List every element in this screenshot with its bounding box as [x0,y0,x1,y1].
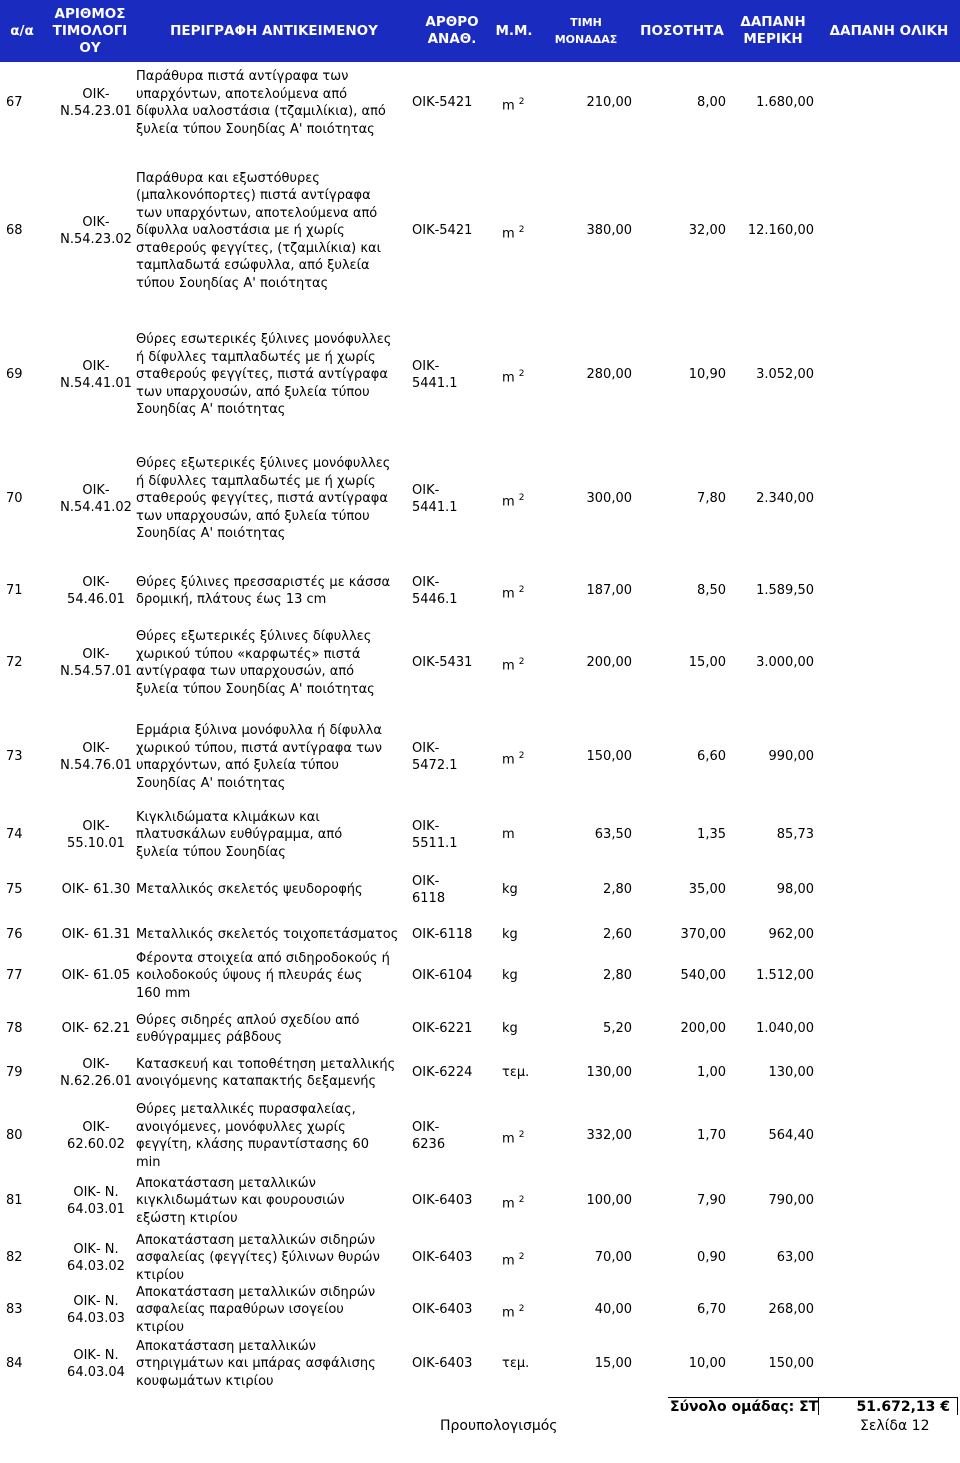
partial-cost: 3.000,00 [756,655,814,671]
header-unit: Μ.Μ. [495,22,533,39]
description: Φέροντα στοιχεία από σιδηροδοκούς ή κοιλοδοκούς ύψους ή πλευράς έως 160 mm [136,950,390,1001]
unit-price: 6,70 [697,1302,726,1318]
partial-cost: 98,00 [776,882,814,898]
description: Θύρες εξωτερικές ξύλινες δίφυλλες χωρικού τύπου «καρφωτές» πιστά αντίγραφα των υπαρχουσών, από ξυλεία τύπου Σουηδίας Α' ποιότητας [136,629,375,697]
article-code: ΟΙΚ-6104 [412,968,473,984]
row-number: 83 [6,1302,23,1318]
price-code: ΟΙΚ- 54.46.01 [67,574,125,607]
price-code: ΟΙΚ- Ν.62.26.01 [60,1056,132,1089]
quantity: 300,00 [586,491,632,507]
quantity: 380,00 [586,223,632,239]
quantity: 332,00 [586,1128,632,1144]
table-row [0,805,960,865]
unit-price: 540,00 [680,968,726,984]
total-divider [818,1397,819,1415]
unit-price: 1,70 [697,1128,726,1144]
row-number: 68 [6,223,23,239]
table-row [0,1232,960,1284]
unit-price: 370,00 [680,927,726,943]
unit: m $^2$ [502,1304,525,1321]
description: Μεταλλικός σκελετός τοιχοπετάσματος [136,927,399,943]
table-row [0,1010,960,1048]
unit: m $^2$ [502,369,525,386]
unit-exponent: 2 [518,1130,525,1141]
header-article: ΑΡΘΡΟ ΑΝΑΘ. [425,14,479,47]
unit-price: 10,90 [688,367,726,383]
unit-exponent: 2 [518,369,525,380]
unit: m $^2$ [502,225,525,242]
unit: τεμ. [502,1065,530,1081]
unit-price: 0,90 [697,1250,726,1266]
price-code: ΟΙΚ- Ν.54.57.01 [60,646,132,679]
unit-price: 35,00 [688,882,726,898]
header-unit-price: ΤΙΜΗ ΜΟΝΑΔΑΣ [554,16,618,46]
unit-exponent: 2 [518,657,525,668]
partial-cost: 12.160,00 [747,223,814,239]
unit-price: 15,00 [688,655,726,671]
unit: m $^2$ [502,1130,525,1147]
quantity: 200,00 [586,655,632,671]
quantity: 150,00 [586,749,632,765]
table-row [0,440,960,558]
table-row [0,948,960,1004]
article-code: ΟΙΚ- 6118 [412,873,446,906]
unit-exponent: 2 [518,751,525,762]
row-number: 79 [6,1065,23,1081]
row-number: 80 [6,1128,23,1144]
description: Αποκατάσταση μεταλλικών σιδηρών ασφαλείας παραθύρων ισογείου κτιρίου [136,1284,376,1335]
header-total-cost: ΔΑΠΑΝΗ ΟΛΙΚΗ [829,22,949,39]
quantity: 187,00 [586,583,632,599]
table-row [0,1284,960,1336]
description: Θύρες σιδηρές απλού σχεδίου από ευθύγραμμες ράβδους [136,1012,360,1045]
unit-exponent: 2 [518,225,525,236]
table-row [0,62,960,144]
unit: m $^2$ [502,657,525,674]
price-code: ΟΙΚ- 61.31 [61,927,131,943]
article-code: ΟΙΚ- 5441.1 [412,358,458,391]
header-description: ΠΕΡΙΓΡΑΦΗ ΑΝΤΙΚΕΙΜΕΝΟΥ [170,22,378,39]
article-code: ΟΙΚ-6118 [412,927,473,943]
article-code: ΟΙΚ-5431 [412,655,473,671]
description: Θύρες εξωτερικές ξύλινες μονόφυλλες ή δίφυλλες ταμπλαδωτές με ή χωρίς σταθερούς φεγγίτες, πιστά αντίγραφα των υπαρχουσών, από ξυλεία τύπου Σουηδίας Α' ποιότητας [136,456,391,542]
table-row [0,715,960,799]
header-quantity: ΠΟΣΟΤΗΤΑ [640,22,724,39]
table-row [0,1338,960,1390]
unit-price: 200,00 [680,1021,726,1037]
unit: m $^2$ [502,751,525,768]
unit-price: 7,80 [697,491,726,507]
table-row [0,1100,960,1172]
unit-price: 7,90 [697,1193,726,1209]
row-number: 67 [6,95,23,111]
price-code: ΟΙΚ- 62.21 [61,1021,131,1037]
quantity: 70,00 [594,1250,632,1266]
quantity: 280,00 [586,367,632,383]
article-code: ΟΙΚ- 5472.1 [412,740,458,773]
quantity: 100,00 [586,1193,632,1209]
article-code: ΟΙΚ-6224 [412,1065,473,1081]
partial-cost: 150,00 [768,1356,814,1372]
unit-exponent: 2 [518,493,525,504]
article-code: ΟΙΚ-6403 [412,1250,473,1266]
table-row [0,568,960,614]
group-total-value: 51.672,13 € [856,1399,950,1415]
description: Θύρες εσωτερικές ξύλινες μονόφυλλες ή δίφυλλες ταμπλαδωτές με ή χωρίς σταθερούς φεγγίτες, πιστά αντίγραφα των υπαρχουσών, από ξυλεία τύπου Σουηδίας Α' ποιότητας [136,332,392,418]
row-number: 84 [6,1356,23,1372]
table-row [0,923,960,947]
unit-exponent: 2 [518,1195,525,1206]
price-code: ΟΙΚ- Ν.54.41.01 [60,358,132,391]
partial-cost: 962,00 [768,927,814,943]
table-row [0,870,960,910]
table-row [0,316,960,434]
quantity: 210,00 [586,95,632,111]
header-price-code: ΑΡΙΘΜΟΣ ΤΙΜΟΛΟΓΙ ΟΥ [52,5,128,56]
unit: m $^2$ [502,493,525,510]
header-aa: α/α [10,22,34,39]
unit: m $^2$ [502,1195,525,1212]
description: Μεταλλικός σκελετός ψευδοροφής [136,882,363,898]
unit-exponent: 2 [518,1252,525,1263]
table-header [0,0,960,62]
partial-cost: 2.340,00 [756,491,814,507]
description: Κιγκλιδώματα κλιμάκων και πλατυσκάλων ευθύγραμμα, από ξυλεία τύπου Σουηδίας [136,809,343,860]
quantity: 5,20 [603,1021,632,1037]
unit: τεμ. [502,1356,530,1372]
article-code: ΟΙΚ-6403 [412,1356,473,1372]
footer-page: Σελίδα 12 [860,1418,930,1434]
unit-price: 1,35 [697,827,726,843]
table-row [0,160,960,302]
unit-price: 8,50 [697,583,726,599]
total-divider-right [957,1397,958,1415]
unit-price: 1,00 [697,1065,726,1081]
unit-price: 6,60 [697,749,726,765]
partial-cost: 564,40 [768,1128,814,1144]
description: Παράθυρα και εξωστόθυρες (μπαλκονόπορτες) πιστά αντίγραφα των υπαρχόντων, αποτελούμενα από δίφυλλα υαλοστάσια με ή χωρίς σταθερούς φεγγίτες, (τζαμιλίκια) και ταμπλαδωτά εσώφυλλα, από ξυλεία τύπου Σουηδίας Α' ποιότητας [136,170,382,291]
unit-exponent: 2 [518,97,525,108]
price-code: ΟΙΚ- Ν. 64.03.03 [67,1293,125,1326]
unit: kg [502,927,518,943]
row-number: 75 [6,882,23,898]
row-number: 70 [6,491,23,507]
row-number: 72 [6,655,23,671]
description: Ερμάρια ξύλινα μονόφυλλα ή δίφυλλα χωρικού τύπου, πιστά αντίγραφα των υπαρχόντων, από ξυλεία τύπου Σουηδίας Α' ποιότητας [136,723,383,791]
article-code: ΟΙΚ-6403 [412,1302,473,1318]
unit-price: 10,00 [688,1356,726,1372]
partial-cost: 85,73 [776,827,814,843]
quantity: 63,50 [594,827,632,843]
table-row [0,1050,960,1096]
price-code: ΟΙΚ- Ν. 64.03.01 [67,1184,125,1217]
article-code: ΟΙΚ-6403 [412,1193,473,1209]
article-code: ΟΙΚ- 5441.1 [412,482,458,515]
row-number: 82 [6,1250,23,1266]
footer-document: Προυπολογισμός [440,1418,558,1434]
article-code: ΟΙΚ-5421 [412,95,473,111]
row-number: 76 [6,927,23,943]
quantity: 40,00 [594,1302,632,1318]
partial-cost: 1.680,00 [756,95,814,111]
article-code: ΟΙΚ- 5446.1 [412,574,458,607]
article-code: ΟΙΚ-5421 [412,223,473,239]
description: Θύρες μεταλλικές πυρασφαλείας, ανοιγόμενες, μονόφυλλες χωρίς φεγγίτη, κλάσης πυραντίστασης 60 min [136,1102,369,1170]
price-code: ΟΙΚ- 62.60.02 [67,1119,125,1152]
description: Κατασκευή και τοποθέτηση μεταλλικής ανοιγόμενης καταπακτής δεξαμενής [136,1056,396,1089]
unit-exponent: 2 [518,1304,525,1315]
partial-cost: 1.589,50 [756,583,814,599]
table-row [0,620,960,706]
partial-cost: 63,00 [776,1250,814,1266]
total-rule [668,1397,958,1398]
article-code: ΟΙΚ- 5511.1 [412,818,458,851]
row-number: 74 [6,827,23,843]
unit-exponent: 2 [518,585,525,596]
partial-cost: 130,00 [768,1065,814,1081]
partial-cost: 790,00 [768,1193,814,1209]
table-row [0,1175,960,1227]
row-number: 77 [6,968,23,984]
partial-cost: 1.512,00 [756,968,814,984]
row-number: 78 [6,1021,23,1037]
article-code: ΟΙΚ-6221 [412,1021,473,1037]
row-number: 81 [6,1193,23,1209]
unit-price: 8,00 [697,95,726,111]
description: Θύρες ξύλινες πρεσσαριστές με κάσσα δρομική, πλάτους έως 13 cm [136,574,391,607]
price-code: ΟΙΚ- Ν.54.76.01 [60,740,132,773]
unit: m $^2$ [502,97,525,114]
partial-cost: 990,00 [768,749,814,765]
partial-cost: 1.040,00 [756,1021,814,1037]
unit: m [502,827,515,843]
quantity: 2,80 [603,882,632,898]
unit: kg [502,882,518,898]
quantity: 15,00 [594,1356,632,1372]
unit: kg [502,968,518,984]
group-total-label: Σύνολο ομάδας: ΣΤ [670,1399,819,1415]
row-number: 71 [6,583,23,599]
unit-price: 32,00 [688,223,726,239]
description: Αποκατάσταση μεταλλικών στηριγμάτων και μπάρας ασφάλισης κουφωμάτων κτιρίου [136,1338,376,1389]
price-code: ΟΙΚ- Ν.54.41.02 [60,482,132,515]
quantity: 130,00 [586,1065,632,1081]
partial-cost: 3.052,00 [756,367,814,383]
unit: m $^2$ [502,585,525,602]
unit: m $^2$ [502,1252,525,1269]
price-code: ΟΙΚ- 61.05 [61,968,131,984]
header-partial-cost: ΔΑΠΑΝΗ ΜΕΡΙΚΗ [740,14,806,47]
quantity: 2,60 [603,927,632,943]
description: Αποκατάσταση μεταλλικών κιγκλιδωμάτων και φουρουσιών εξώστη κτιρίου [136,1175,345,1226]
unit: kg [502,1021,518,1037]
row-number: 73 [6,749,23,765]
article-code: ΟΙΚ- 6236 [412,1119,446,1152]
price-code: ΟΙΚ- Ν.54.23.01 [60,86,132,119]
price-code: ΟΙΚ- Ν. 64.03.04 [67,1347,125,1380]
price-code: ΟΙΚ- 55.10.01 [67,818,125,851]
row-number: 69 [6,367,23,383]
quantity: 2,80 [603,968,632,984]
price-code: ΟΙΚ- 61.30 [61,882,131,898]
price-code: ΟΙΚ- Ν. 64.03.02 [67,1241,125,1274]
partial-cost: 268,00 [768,1302,814,1318]
description: Αποκατάσταση μεταλλικών σιδηρών ασφαλείας (φεγγίτες) ξύλινων θυρών κτιρίου [136,1232,380,1283]
description: Παράθυρα πιστά αντίγραφα των υπαρχόντων, αποτελούμενα από δίφυλλα υαλοστάσια (τζαμιλίκια), από ξυλεία τύπου Σουηδίας Α' ποιότητας [136,69,386,137]
price-code: ΟΙΚ- Ν.54.23.02 [60,214,132,247]
